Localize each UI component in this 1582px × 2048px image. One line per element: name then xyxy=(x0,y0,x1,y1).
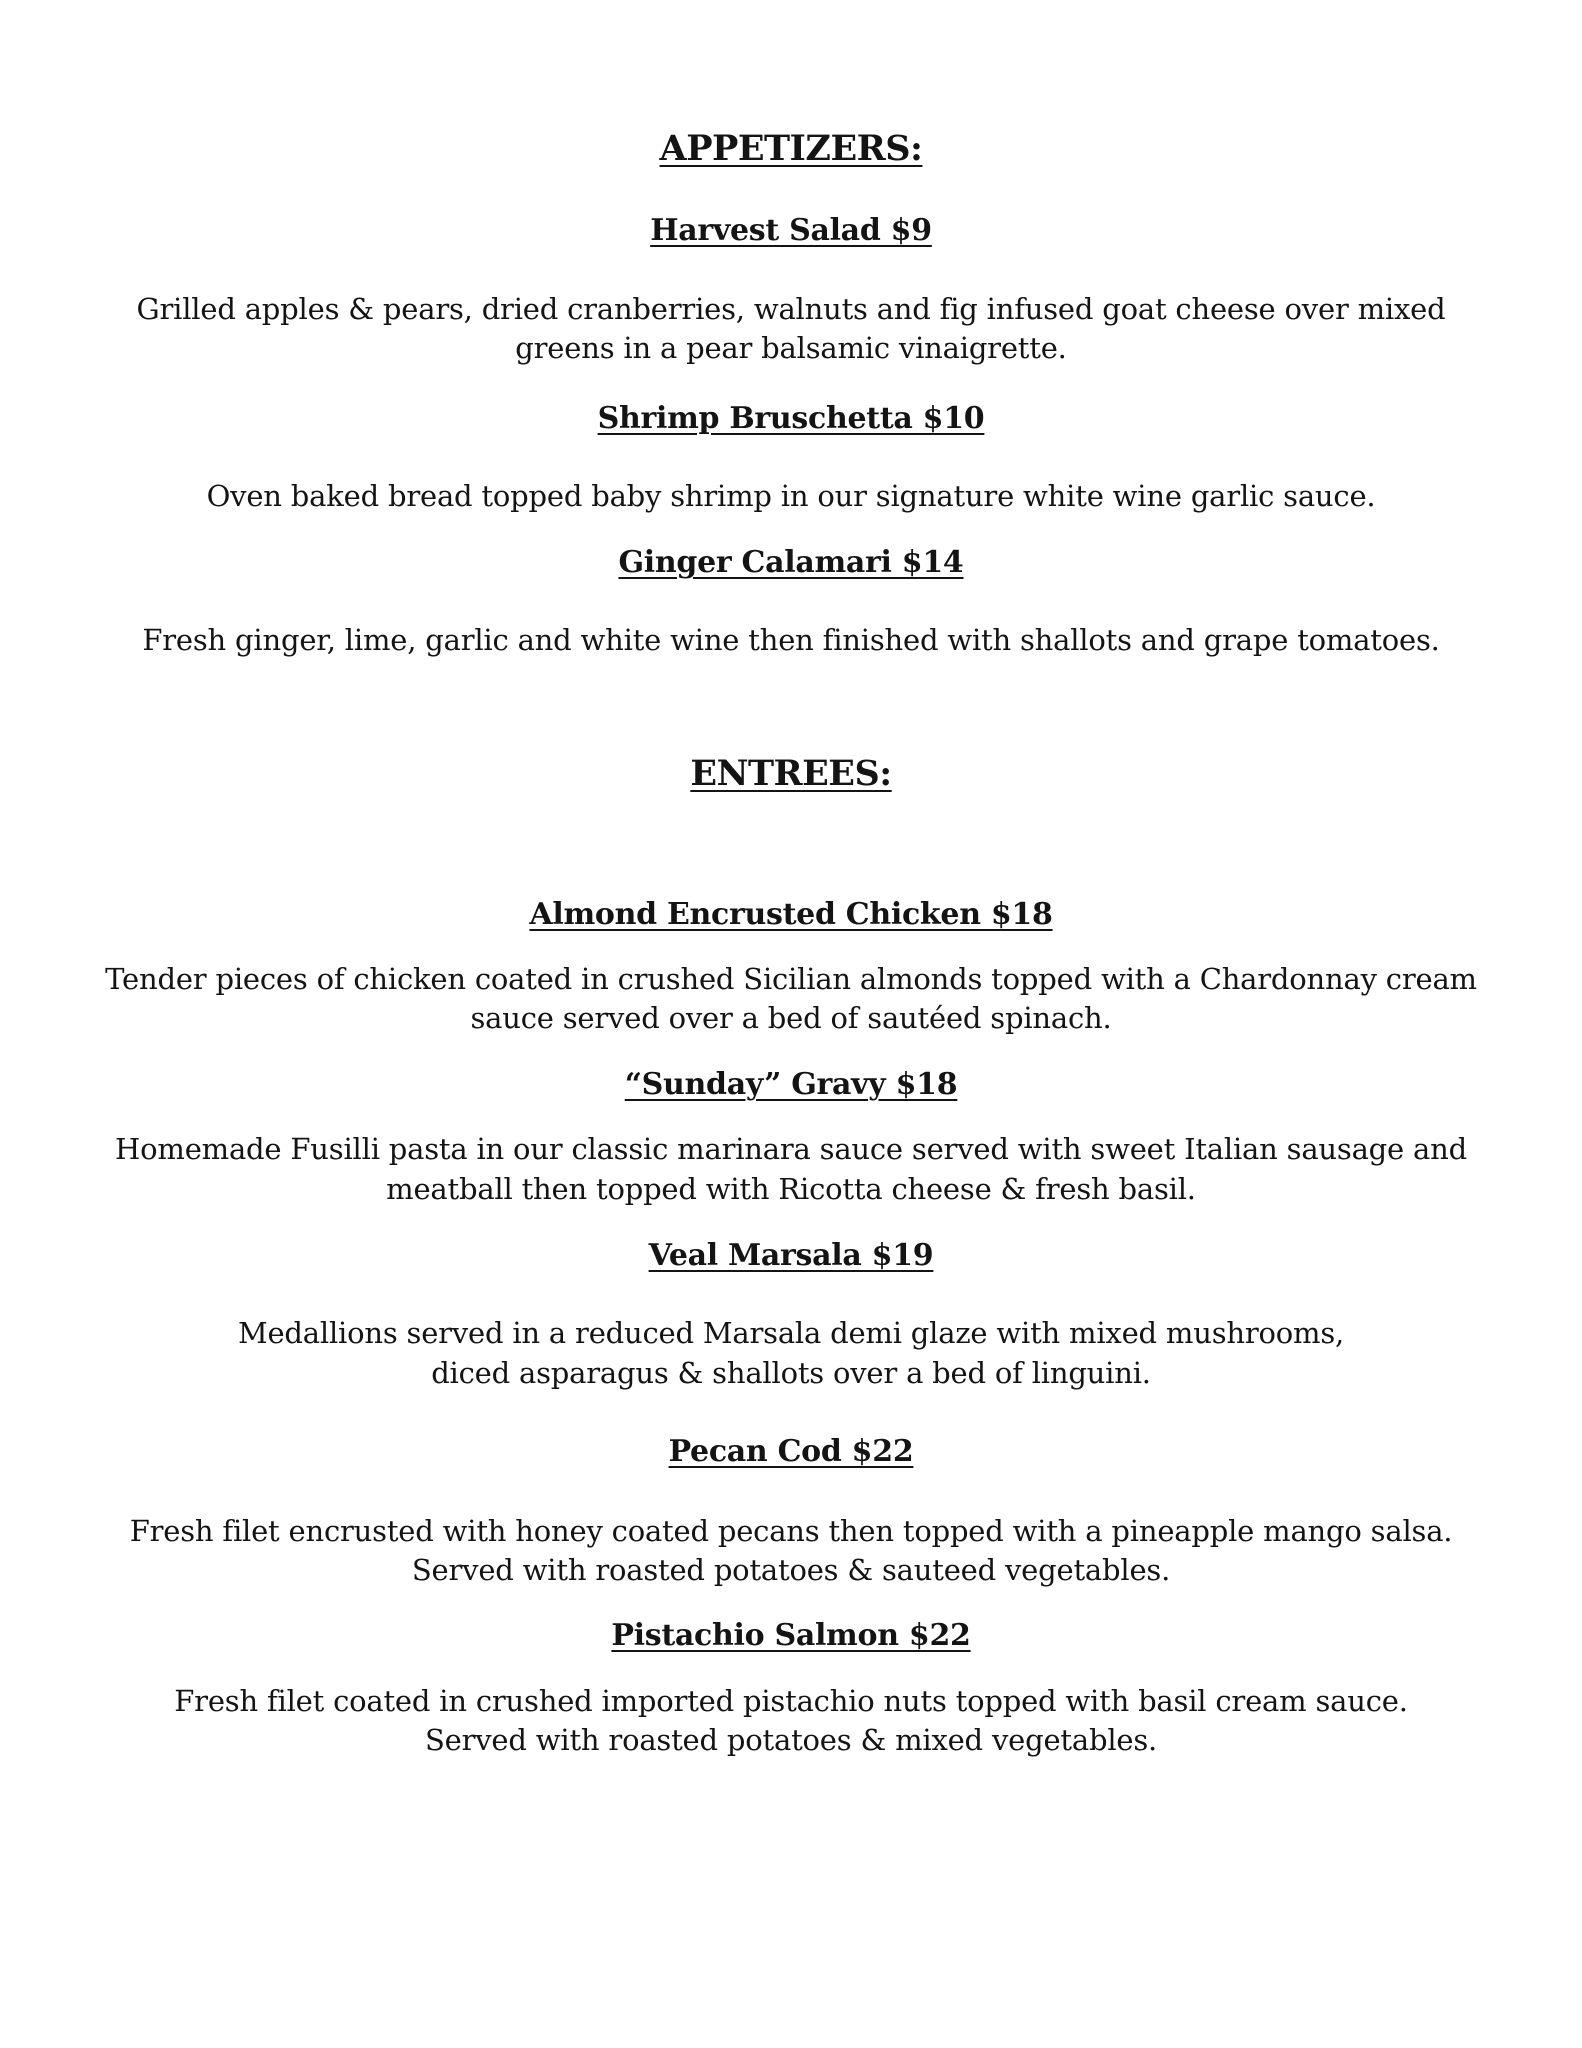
menu-item-description: Fresh filet coated in crushed imported pistachio nuts topped with basil cream sauce. xyxy=(174,1684,1408,1718)
menu-item-description: Medallions served in a reduced Marsala demi glaze with mixed mushrooms, xyxy=(237,1316,1345,1350)
menu-item-title: Veal Marsala $19 xyxy=(648,1238,934,1273)
menu-item-description: Grilled apples & pears, dried cranberries, walnuts and fig infused goat cheese over mixed xyxy=(136,292,1446,326)
menu-item-description: Served with roasted potatoes & mixed vegetables. xyxy=(424,1723,1158,1757)
menu-item-description: Served with roasted potatoes & sauteed vegetables. xyxy=(411,1553,1171,1587)
menu-item-title: Pistachio Salmon $22 xyxy=(611,1618,971,1653)
menu-item-title: Almond Encrusted Chicken $18 xyxy=(529,897,1053,932)
menu-item-title: Shrimp Bruschetta $10 xyxy=(597,401,985,436)
menu-item-description: Fresh ginger, lime, garlic and white wine then finished with shallots and grape tomatoes. xyxy=(142,623,1440,657)
menu-item-description: diced asparagus & shallots over a bed of linguini. xyxy=(431,1356,1151,1390)
menu-item-title: Pecan Cod $22 xyxy=(668,1434,914,1469)
menu-item-description: sauce served over a bed of sautéed spinach. xyxy=(470,1001,1112,1035)
menu-item-description: Oven baked bread topped baby shrimp in our signature white wine garlic sauce. xyxy=(206,479,1376,513)
menu-item-title: Ginger Calamari $14 xyxy=(618,545,964,580)
menu-item-title: Harvest Salad $9 xyxy=(650,213,932,248)
appetizers-heading: APPETIZERS: xyxy=(659,128,923,169)
menu-item-description: greens in a pear balsamic vinaigrette. xyxy=(515,331,1067,365)
menu-item-description: Homemade Fusilli pasta in our classic marinara sauce served with sweet Italian sausage and xyxy=(115,1132,1467,1166)
menu-item-title: “Sunday” Gravy $18 xyxy=(624,1067,958,1102)
menu-item-description: Fresh filet encrusted with honey coated pecans then topped with a pineapple mango salsa. xyxy=(129,1514,1453,1548)
menu-item-description: Tender pieces of chicken coated in crushed Sicilian almonds topped with a Chardonnay cream xyxy=(105,962,1477,996)
menu-item-description: meatball then topped with Ricotta cheese & fresh basil. xyxy=(386,1172,1196,1206)
entrees-heading: ENTREES: xyxy=(690,753,892,794)
